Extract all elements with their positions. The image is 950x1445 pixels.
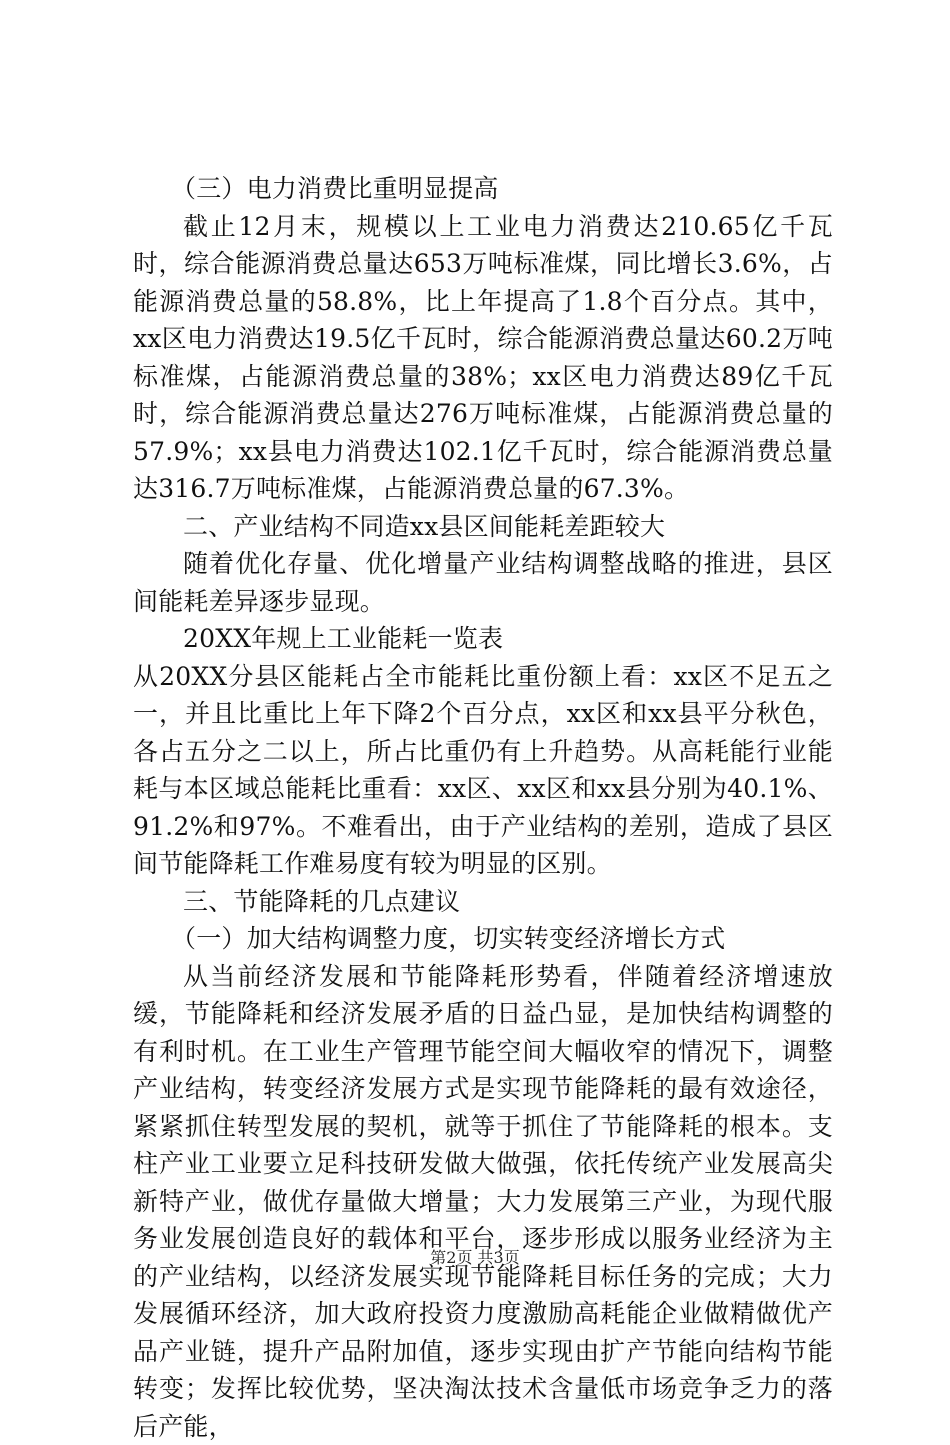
section-heading-suggestions: 三、节能降耗的几点建议 <box>133 883 833 921</box>
section-heading-electricity: （三）电力消费比重明显提高 <box>133 170 833 208</box>
paragraph-county-differences: 随着优化存量、优化增量产业结构调整战略的推进，县区间能耗差异逐步显现。 <box>133 545 833 620</box>
paragraph-county-share: 从20XX分县区能耗占全市能耗比重份额上看：xx区不足五之一，并且比重比上年下降2个百分点，xx区和xx县平分秋色，各占五分之二以上，所占比重仍有上升趋势。从高耗能行业能耗与本区域总能耗比重看：xx区、xx区和xx县分别为40.1%、91.2%和97%。不难看出，由于产业结构的差别，造成了县区间节能降耗工作难易度有较为明显的区别。 <box>133 658 833 883</box>
paragraph-electricity-consumption: 截止12月末，规模以上工业电力消费达210.65亿千瓦时，综合能源消费总量达653万吨标准煤，同比增长3.6%，占能源消费总量的58.8%，比上年提高了1.8个百分点。其中，xx区电力消费达19.5亿千瓦时，综合能源消费总量达60.2万吨标准煤，占能源消费总量的38%；xx区电力消费达89亿千瓦时，综合能源消费总量达276万吨标准煤，占能源消费总量的57.9%；xx县电力消费达102.1亿千瓦时，综合能源消费总量达316.7万吨标准煤，占能源消费总量的67.3%。 <box>133 208 833 508</box>
subsection-heading-structure-adjustment: （一）加大结构调整力度，切实转变经济增长方式 <box>133 920 833 958</box>
section-heading-industry-structure: 二、产业结构不同造xx县区间能耗差距较大 <box>133 508 833 546</box>
page-number-footer: 第2页 共3页 <box>0 1245 950 1268</box>
table-caption: 20XX年规上工业能耗一览表 <box>133 620 833 658</box>
paragraph-structure-adjustment: 从当前经济发展和节能降耗形势看，伴随着经济增速放缓，节能降耗和经济发展矛盾的日益凸显，是加快结构调整的有利时机。在工业生产管理节能空间大幅收窄的情况下，调整产业结构，转变经济发展方式是实现节能降耗的最有效途径，紧紧抓住转型发展的契机，就等于抓住了节能降耗的根本。支柱产业工业要立足科技研发做大做强，依托传统产业发展高尖新特产业，做优存量做大增量；大力发展第三产业，为现代服务业发展创造良好的载体和平台，逐步形成以服务业经济为主的产业结构，以经济发展实现节能降耗目标任务的完成；大力发展循环经济，加大政府投资力度激励高耗能企业做精做优产品产业链，提升产品附加值，逐步实现由扩产节能向结构节能转变；发挥比较优势，坚决淘汰技术含量低市场竞争乏力的落后产能， <box>133 958 833 1445</box>
